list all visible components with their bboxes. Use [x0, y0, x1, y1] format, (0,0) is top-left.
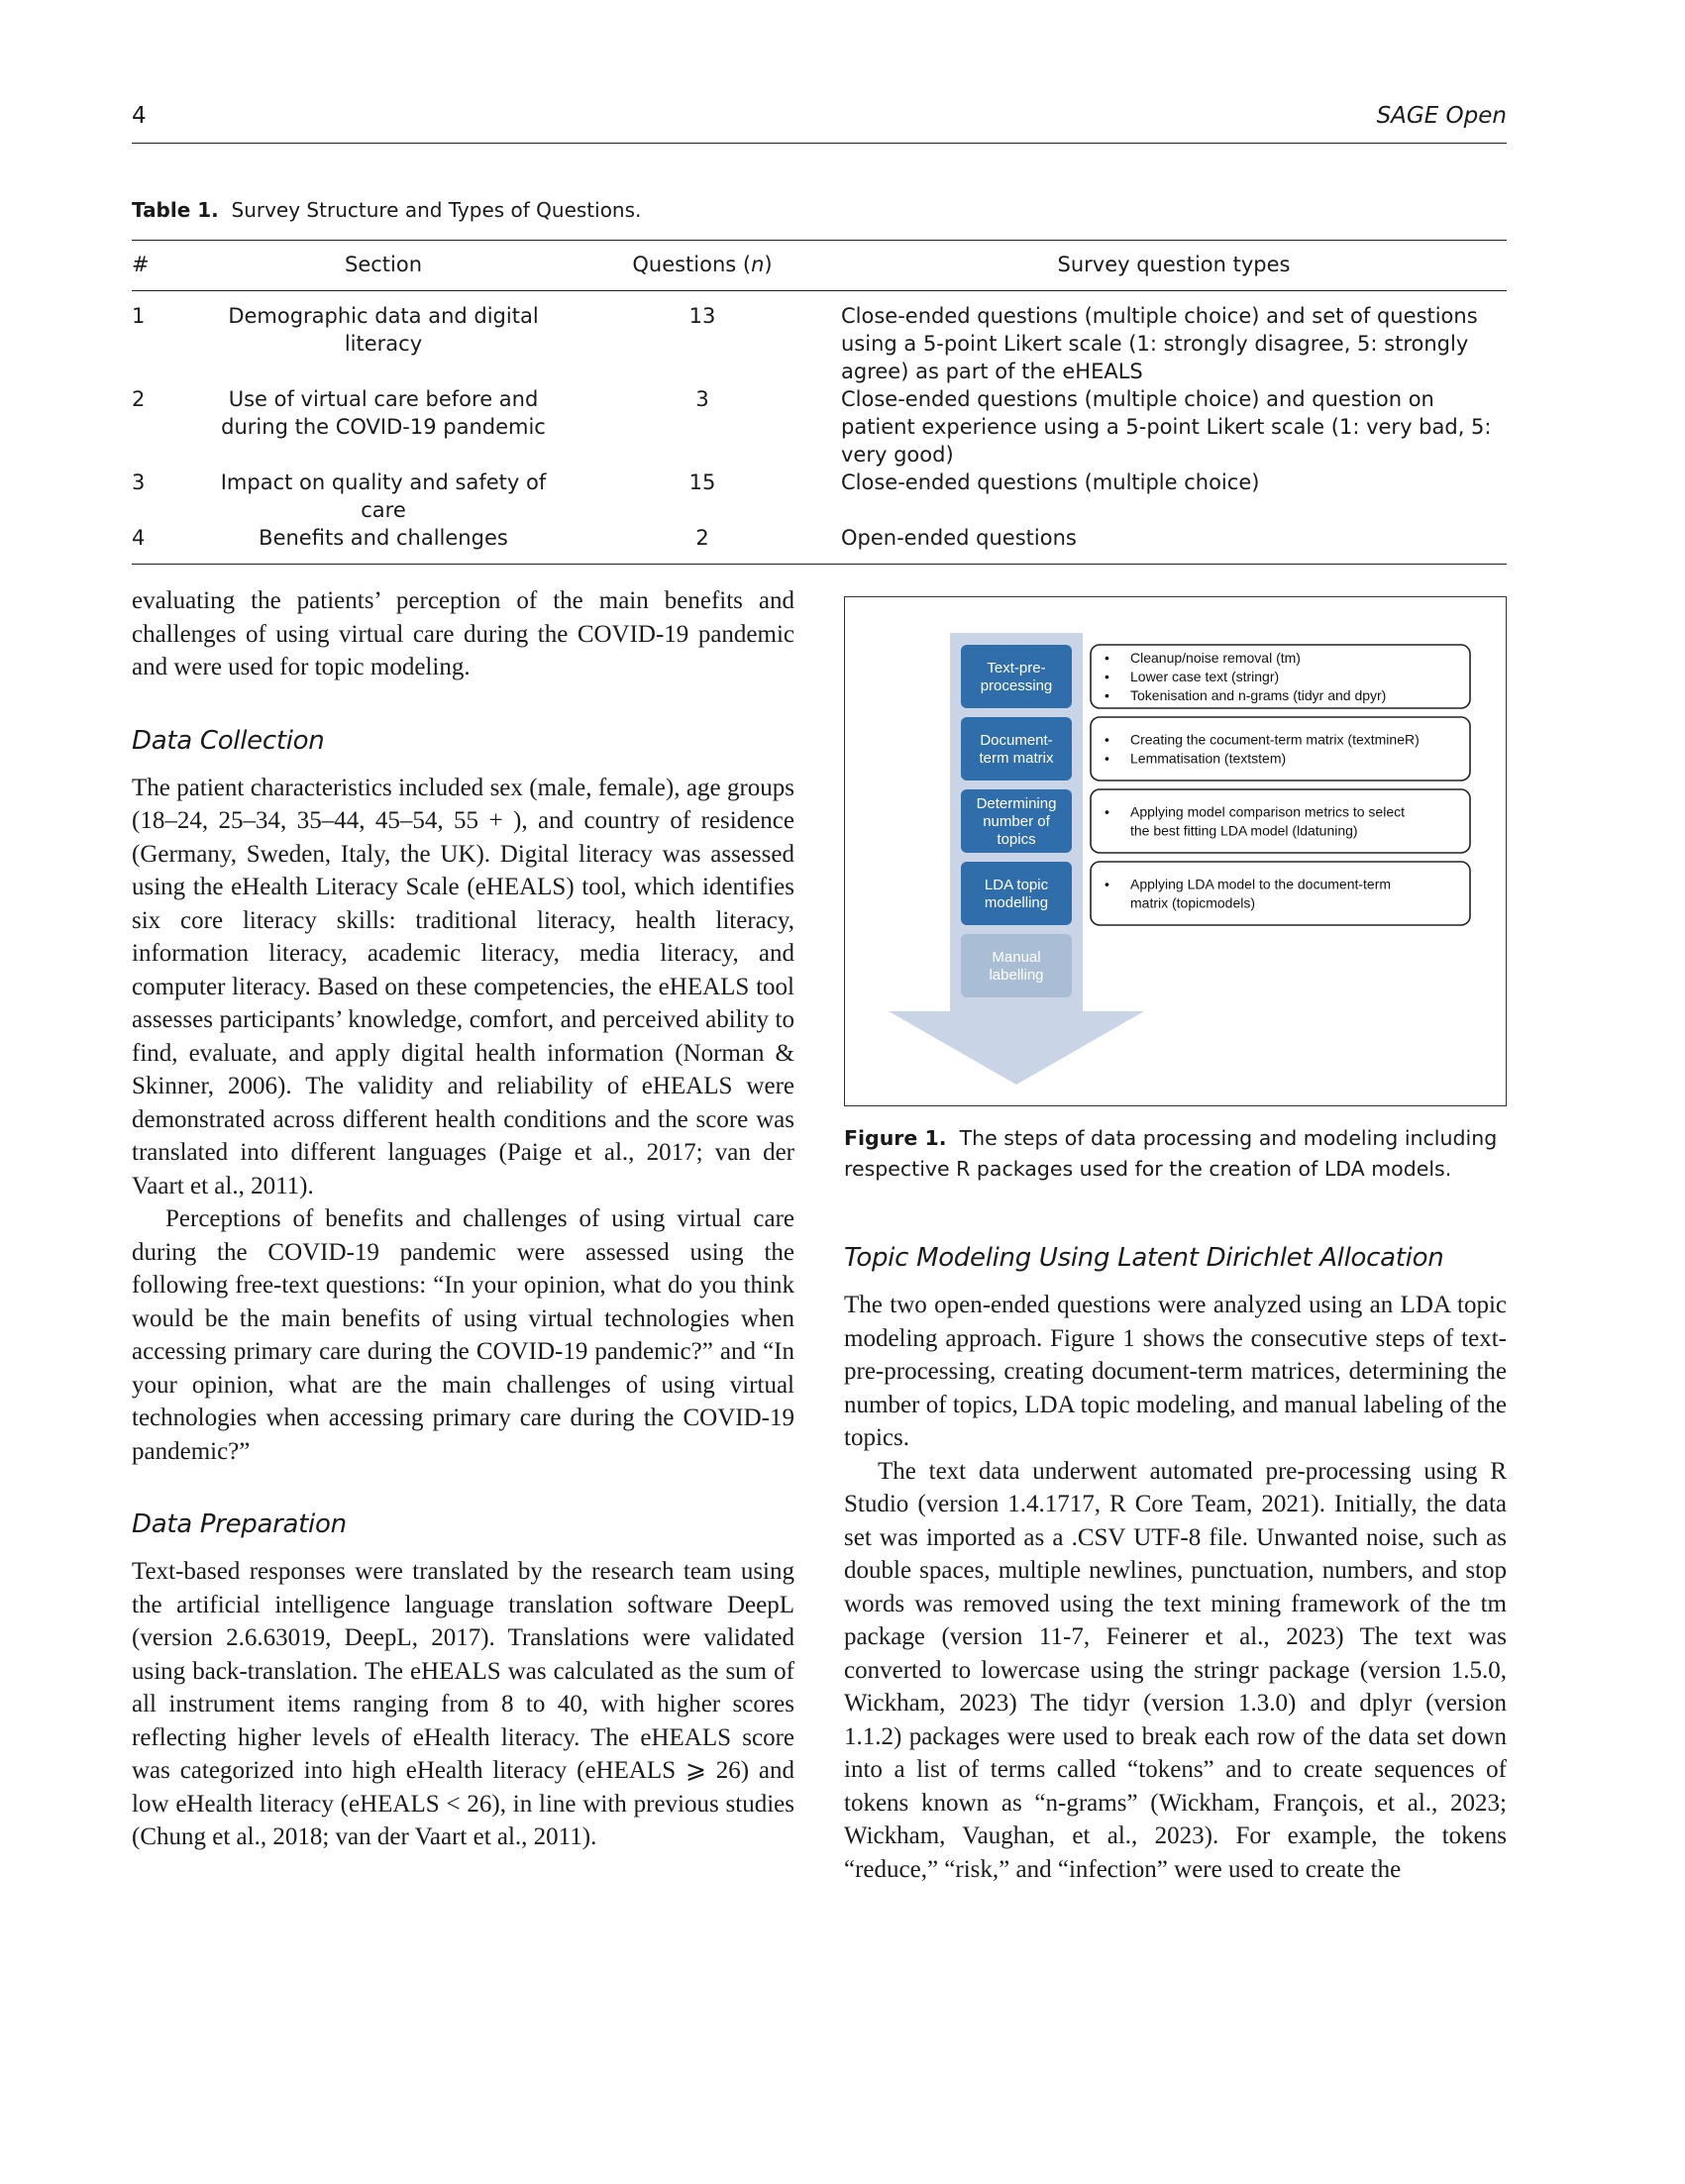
journal-title: SAGE Open: [1376, 103, 1507, 129]
row-types: Close-ended questions (multiple choice) and question on patient experience using a 5-point Likert scale (1: very bad, 5: very good): [841, 387, 1492, 467]
figure-caption-text: The steps of data processing and modeling including respective R packages used for the creation of LDA models.: [844, 1126, 1498, 1181]
bullet-icon: •: [1105, 687, 1109, 703]
step-box: [961, 862, 1072, 925]
step-detail-box: [1091, 789, 1470, 853]
table-caption: [132, 198, 641, 222]
row-number: 1: [132, 304, 146, 328]
column-header-section: Section: [203, 241, 564, 291]
lda-workflow-diagram: [845, 597, 1505, 1104]
data-collection-paragraph-2: Perceptions of benefits and challenges of using virtual care during the COVID-19 pandemic were assessed using the following free-text questions: “In your opinion, what do you think would be the main benefits of using virtual technologies when accessing primary care during the COVID-19 pandemic?” and “In your opinion, what are the main challenges of using virtual technologies when accessing primary care during the COVID-19 pandemic?”: [132, 1205, 794, 1465]
row-number: 3: [132, 470, 146, 494]
bullet-icon: •: [1105, 669, 1109, 684]
step-label: modelling: [984, 894, 1049, 911]
table-row: [132, 291, 1507, 386]
row-questions: 2: [695, 526, 709, 550]
topic-modeling-paragraph-1: The two open-ended questions were analyzed using an LDA topic modeling approach. Figure 1 shows the consecutive steps of text-pre-processing, creating document-term matrices, determining the number of topics, LDA topic modeling, and manual labeling of the topics.: [844, 1292, 1507, 1451]
data-preparation-heading: Data Preparation: [132, 1509, 347, 1539]
step-detail-text: Creating the cocument-term matrix (textmineR): [1130, 731, 1420, 748]
bullet-icon: •: [1105, 731, 1109, 748]
step-label: term matrix: [979, 750, 1054, 767]
row-number: 2: [132, 387, 146, 411]
figure-caption-label: Figure 1.: [844, 1126, 947, 1150]
step-detail-text: the best fitting LDA model (ldatuning): [1130, 822, 1358, 839]
step-label: labelling: [989, 967, 1044, 984]
row-questions: 15: [688, 470, 716, 494]
running-header: [132, 103, 1507, 144]
figure-1: [844, 596, 1507, 1106]
step-detail-text: matrix (topicmodels): [1130, 894, 1256, 911]
table-caption-label: Table 1.: [132, 198, 219, 222]
step-detail-text: Applying model comparison metrics to select: [1130, 803, 1406, 820]
right-text-column: [844, 1241, 1507, 1886]
bullet-icon: •: [1105, 876, 1109, 892]
survey-structure-table: [132, 240, 1507, 565]
step-label: Manual: [992, 949, 1041, 966]
page-number: 4: [132, 103, 147, 129]
intro-paragraph: evaluating the patients’ perception of the main benefits and challenges of using virtual care during the COVID-19 pandemic and were used for topic modeling.: [132, 587, 794, 680]
bullet-icon: •: [1105, 650, 1109, 666]
column-header-num: #: [132, 241, 203, 291]
table-row: [132, 468, 1507, 524]
row-section: Demographic data and digital literacy: [228, 304, 539, 356]
topic-modeling-heading: Topic Modeling Using Latent Dirichlet Allocation: [844, 1243, 1444, 1273]
step-label: number of: [983, 813, 1050, 830]
step-detail-text: Lemmatisation (textstem): [1130, 750, 1287, 767]
bullet-icon: •: [1105, 750, 1109, 767]
step-detail-box: [1091, 717, 1470, 780]
table-header-row: [132, 241, 1507, 291]
step-detail-text: Lower case text (stringr): [1130, 669, 1280, 684]
step-label: processing: [980, 677, 1053, 694]
row-questions: 13: [688, 304, 716, 328]
step-detail-text: Applying LDA model to the document-term: [1130, 876, 1392, 892]
step-label: LDA topic: [984, 877, 1049, 893]
row-section: Benefits and challenges: [259, 526, 508, 550]
row-questions: 3: [695, 387, 709, 411]
topic-modeling-paragraph-2: The text data underwent automated pre-processing using R Studio (version 1.4.1717, R Core Team, 2021). Initially, the data set was imported as a .CSV UTF-8 file. Unwanted noise, such as double spaces, multiple newlines, punctuation, numbers, and stop words was removed using the text mining framework of the tm package (version 11-7, Feinerer et al., 2023) The text was converted to lowercase using the stringr package (version 1.5.0, Wickham, 2023) The tidyr (version 1.3.0) and dplyr (version 1.1.2) packages were used to break each row of the data set down into a list of terms called “tokens” and to create sequences of tokens known as “n-grams” (Wickham, François, et al., 2023; Wickham, Vaughan, et al., 2023). For example, the tokens “reduce,” “risk,” and “infection” were used to create the: [844, 1457, 1507, 1883]
figure-caption: [844, 1123, 1507, 1185]
row-types: Open-ended questions: [841, 526, 1077, 550]
step-detail-box: [1091, 862, 1470, 925]
column-header-types: Survey question types: [841, 241, 1507, 291]
row-number: 4: [132, 526, 146, 550]
table-caption-text: Survey Structure and Types of Questions.: [231, 198, 642, 222]
step-detail-text: Cleanup/noise removal (tm): [1130, 650, 1301, 666]
step-box: [961, 934, 1072, 997]
step-box: [961, 645, 1072, 708]
left-text-column: [132, 584, 794, 1854]
row-section: Impact on quality and safety of care: [220, 470, 547, 522]
data-preparation-paragraph: Text-based responses were translated by the research team using the artificial intelligence language translation software DeepL (version 2.6.63019, DeepL, 2017). Translations were validated using back-translation. The eHEALS was calculated as the sum of all instrument items ranging from 8 to 40, with higher scores reflecting higher levels of eHealth literacy. The eHEALS score was categorized into high eHealth literacy (eHEALS ⩾ 26) and low eHealth literacy (eHEALS < 26), in line with previous studies (Chung et al., 2018; van der Vaart et al., 2011).: [132, 1558, 794, 1850]
row-types: Close-ended questions (multiple choice): [841, 470, 1260, 494]
table-row: [132, 385, 1507, 468]
column-header-questions: Questions (n): [564, 241, 841, 291]
row-types: Close-ended questions (multiple choice) and set of questions using a 5-point Likert scale (1: strongly disagree, 5: strongly agree) as part of the eHEALS: [841, 304, 1478, 383]
step-label: Determining: [976, 795, 1057, 812]
step-label: topics: [997, 831, 1036, 848]
table-row: [132, 524, 1507, 564]
step-box: [961, 717, 1072, 780]
step-label: Text-pre-: [987, 660, 1046, 676]
step-label: Document-: [980, 732, 1053, 749]
data-collection-heading: Data Collection: [132, 725, 325, 756]
step-detail-text: Tokenisation and n-grams (tidyr and dpyr): [1130, 687, 1387, 703]
bullet-icon: •: [1105, 803, 1109, 820]
data-collection-paragraph-1: The patient characteristics included sex (male, female), age groups (18–24, 25–34, 35–44, 45–54, 55 + ), and country of residence (Germany, Sweden, Italy, the UK). Digital literacy was assessed using the eHealth Literacy Scale (eHEALS) tool, which identifies six core literacy skills: traditional literacy, health literacy, information literacy, academic literacy, media literacy, and computer literacy. Based on these competencies, the eHEALS tool assesses participants’ knowledge, comfort, and perceived ability to find, evaluate, and apply digital health information (Norman & Skinner, 2006). The validity and reliability of eHEALS were demonstrated across different health conditions and the score was translated into different languages (Paige et al., 2017; van der Vaart et al., 2011).: [132, 774, 794, 1199]
row-section: Use of virtual care before and during the COVID-19 pandemic: [221, 387, 546, 439]
